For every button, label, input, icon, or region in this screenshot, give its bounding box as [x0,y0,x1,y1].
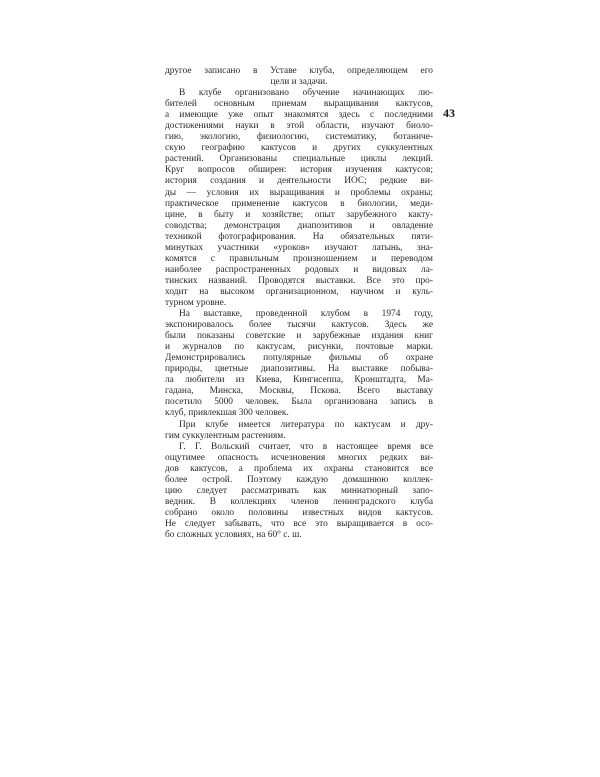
text-line: цине, в быту и хозяйстве; опыт зарубежного какту- [165,209,433,220]
text-line: цели и задачи. [270,77,328,88]
text-line: цию следует рассматривать как миниатюрный запо- [165,485,433,496]
text-line: более острой. Поэтому каждую домашнюю коллек- [165,474,433,485]
text-line: практическое применение кактусов в биологии, меди- [165,198,433,209]
text-line: и журналов по кактусам, рисунки, почтовые марки. [165,342,433,353]
text-line: На выставке, проведенной клубом в 1974 году, [179,309,433,320]
text-line: гию, экологию, физиологию, систематику, ботаниче- [165,132,433,143]
text-line: В клубе организовано обучение начинающих лю- [179,88,433,99]
text-line: экспонировалось более тысячи кактусов. Здесь же [165,320,433,331]
text-line: посетило 5000 человек. Была организована запись в [165,397,433,408]
text-line: ведник. В коллекциях членов ленинградского клуба [165,496,433,507]
text-line: достижениями науки в этой области, изучают биоло- [165,121,433,132]
text-line: техникой фотографирования. На обязательных пяти- [165,231,433,242]
text-line: дов кактусов, а проблема их охраны становится все [165,463,433,474]
page-number: 43 [443,106,455,120]
text-line: комятся с правильным произношением и переводом [165,253,433,264]
text-line: ощутимее опасность исчезновения многих редких ви- [165,452,433,463]
text-line: бителей основным приемам выращивания кактусов, [165,99,433,110]
text-line: ла любители из Киева, Кингисеппа, Кронштадта, Ма- [165,375,433,386]
text-line: растений. Организованы специальные циклы лекций. [165,154,433,165]
page-text-block [165,66,433,541]
text-line: гадана, Минска, Москвы, Пскова. Всего выставку [165,386,433,397]
text-line: были показаны советские и зарубежные издания книг [165,331,433,342]
text-line: турном уровне. [165,297,227,308]
text-line: ды — условия их выращивания и проблемы охраны; [165,187,433,198]
text-line: природы, цветные диапозитивы. На выставке побыва- [165,364,433,375]
text-line: При клубе имеется литература по кактусам и дру- [179,419,433,430]
text-line: история создания и деятельности ИОС; редкие ви- [165,176,433,187]
text-line: минутках участники «уроков» изучают латынь, зна- [165,242,433,253]
text-line: ходит на высоком организационном, научном и куль- [165,286,433,297]
text-line: Демонстрировались популярные фильмы об охране [165,353,433,364]
text-line: Г. Г. Вольский считает, что в настоящее время все [179,441,433,452]
text-line: собрано около половины известных видов кактусов. [165,507,433,518]
text-line: гим суккулентным растениям. [165,430,286,441]
text-line: а имеющие уже опыт знакомятся здесь с последними [165,110,433,121]
text-line: соводства; демонстрация диапозитивов и овладение [165,220,433,231]
text-line: другое записано в Уставе клуба, определяющем его [165,66,433,76]
text-line: клуб, привлекшая 300 человек. [165,408,289,419]
text-line: тинских названий. Проводятся выставки. Все это про- [165,275,433,286]
text-line: наиболее распространенных родовых и видовых ла- [165,264,433,275]
text-line: Круг вопросов обширен: история изучения кактусов; [165,165,433,176]
text-line: скую географию кактусов и других суккулентных [165,143,433,154]
text-line: бо сложных условиях, на 60° с. ш. [165,529,302,540]
text-line: Не следует забывать, что все это выращивается в осо- [165,518,433,529]
